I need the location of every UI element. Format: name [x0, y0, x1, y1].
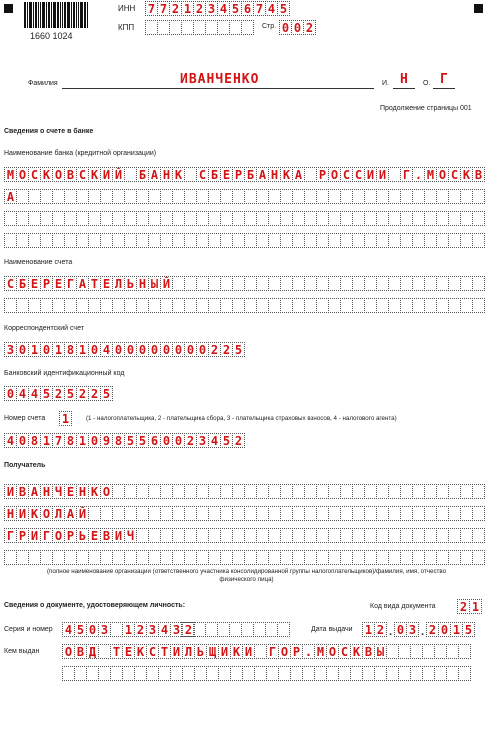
surname-label: Фамилия	[28, 80, 58, 87]
char-cell: Л	[52, 506, 65, 521]
char-cell: А	[256, 167, 269, 182]
char-cell: 5	[220, 433, 233, 448]
char-cell: И	[112, 528, 125, 543]
char-cell: 0	[172, 433, 185, 448]
issued-by-label: Кем выдан	[4, 648, 40, 655]
char-cell: Е	[100, 276, 113, 291]
char-cell: Ы	[374, 644, 387, 659]
bank-name-row-2[interactable]	[4, 189, 484, 204]
char-cell: И	[170, 644, 183, 659]
inn-label: ИНН	[118, 4, 136, 13]
char-cell: И	[364, 167, 377, 182]
char-cell	[458, 644, 471, 659]
bank-name-row-3[interactable]	[4, 211, 484, 226]
series-label: Серия и номер	[4, 626, 53, 633]
char-cell: 0	[196, 342, 209, 357]
char-cell: 1	[28, 342, 41, 357]
char-cell: 0	[86, 622, 99, 637]
char-cell: Н	[76, 484, 89, 499]
char-cell: 1	[59, 411, 72, 426]
char-cell: Т	[110, 644, 123, 659]
char-cell: 2	[374, 622, 387, 637]
initial-o-label: О.	[423, 80, 431, 87]
char-cell: Ь	[194, 644, 207, 659]
char-cell: Й	[160, 276, 173, 291]
char-cell: 6	[241, 1, 254, 16]
char-cell: .	[302, 644, 315, 659]
account-name-row-1[interactable]	[4, 276, 484, 291]
char-cell	[472, 276, 485, 291]
char-cell: И	[218, 644, 231, 659]
char-cell: Г	[400, 167, 413, 182]
char-cell: 2	[52, 386, 65, 401]
page-number-field[interactable]	[279, 20, 315, 35]
account-number-field[interactable]	[4, 433, 244, 448]
char-cell: 2	[88, 386, 101, 401]
char-cell: 0	[184, 342, 197, 357]
char-cell: В	[64, 167, 77, 182]
char-cell	[277, 622, 290, 637]
char-cell: С	[338, 644, 351, 659]
char-cell: Р	[64, 528, 77, 543]
char-cell: Н	[136, 276, 149, 291]
recipient-note-line-2: физического лица)	[219, 576, 274, 583]
char-cell: К	[134, 644, 147, 659]
char-cell: Р	[16, 528, 29, 543]
char-cell: В	[362, 644, 375, 659]
char-cell: О	[52, 167, 65, 182]
char-cell: О	[100, 484, 113, 499]
char-cell: 4	[28, 386, 41, 401]
series-field[interactable]	[62, 622, 194, 637]
char-cell: О	[278, 644, 291, 659]
char-cell: Н	[40, 484, 53, 499]
recipient-row-1[interactable]	[4, 484, 484, 499]
char-cell: А	[292, 167, 305, 182]
char-cell: О	[16, 167, 29, 182]
char-cell: 8	[112, 433, 125, 448]
char-cell: Ы	[148, 276, 161, 291]
char-cell: М	[424, 167, 437, 182]
char-cell: В	[74, 644, 87, 659]
initial-o-underline	[433, 88, 455, 89]
char-cell: Р	[232, 167, 245, 182]
char-cell: Б	[16, 276, 29, 291]
char-cell: 0	[279, 20, 292, 35]
corr-account-field[interactable]	[4, 342, 244, 357]
char-cell: В	[472, 167, 485, 182]
char-cell: Г	[40, 528, 53, 543]
char-cell: 0	[88, 342, 101, 357]
char-cell: 1	[450, 622, 463, 637]
char-cell	[241, 20, 254, 35]
char-cell: 7	[52, 433, 65, 448]
account-number-label: Номер счета	[4, 415, 46, 422]
char-cell: 1	[76, 342, 89, 357]
char-cell: Е	[28, 276, 41, 291]
char-cell: 7	[253, 1, 266, 16]
char-cell: 9	[100, 433, 113, 448]
char-cell: О	[326, 644, 339, 659]
char-cell: Т	[158, 644, 171, 659]
char-cell: К	[350, 644, 363, 659]
char-cell: Н	[4, 506, 17, 521]
char-cell: Р	[316, 167, 329, 182]
char-cell: 4	[62, 622, 75, 637]
char-cell: Н	[160, 167, 173, 182]
char-cell: 2	[303, 20, 316, 35]
char-cell: Л	[112, 276, 125, 291]
char-cell: 0	[394, 622, 407, 637]
char-cell: Т	[88, 276, 101, 291]
surname-underline	[62, 88, 374, 89]
char-cell: 1	[362, 622, 375, 637]
date-dot-2: .	[421, 626, 425, 638]
bank-name-row-4[interactable]	[4, 233, 484, 248]
char-cell: 8	[28, 433, 41, 448]
initial-i-underline	[393, 88, 415, 89]
char-cell: 5	[136, 433, 149, 448]
char-cell: 5	[64, 386, 77, 401]
char-cell: Б	[244, 167, 257, 182]
char-cell: 0	[291, 20, 304, 35]
char-cell: Щ	[206, 644, 219, 659]
account-name-row-2[interactable]	[4, 298, 484, 313]
char-cell: Л	[182, 644, 195, 659]
char-cell: 3	[406, 622, 419, 637]
inn-field[interactable]	[145, 1, 289, 16]
char-cell: К	[88, 484, 101, 499]
char-cell	[472, 298, 485, 313]
char-cell: Д	[86, 644, 99, 659]
char-cell: Е	[220, 167, 233, 182]
char-cell: 5	[74, 622, 87, 637]
char-cell: М	[314, 644, 327, 659]
kpp-label: КПП	[118, 23, 135, 32]
char-cell: С	[4, 276, 17, 291]
char-cell: 4	[4, 433, 17, 448]
char-cell: Н	[268, 167, 281, 182]
char-cell: М	[4, 167, 17, 182]
initial-i-label: И.	[382, 80, 389, 87]
char-cell: И	[376, 167, 389, 182]
char-cell: И	[28, 528, 41, 543]
issue-month-field[interactable]	[394, 622, 418, 637]
recipient-row-3[interactable]	[4, 528, 484, 543]
bank-section-title: Сведения о счете в банке	[4, 128, 94, 135]
char-cell: Ч	[52, 484, 65, 499]
char-cell: В	[16, 484, 29, 499]
char-cell: 0	[112, 342, 125, 357]
initial-i-value[interactable]: Н	[400, 72, 409, 87]
char-cell: 5	[232, 342, 245, 357]
char-cell: Ь	[124, 276, 137, 291]
char-cell: К	[460, 167, 473, 182]
char-cell: Е	[52, 276, 65, 291]
char-cell: 3	[205, 1, 218, 16]
char-cell: Й	[112, 167, 125, 182]
char-cell: 5	[100, 386, 113, 401]
char-cell: 5	[229, 1, 242, 16]
char-cell: О	[52, 528, 65, 543]
char-cell: 2	[208, 342, 221, 357]
char-cell: Е	[122, 644, 135, 659]
char-cell: Е	[64, 484, 77, 499]
char-cell: 1	[76, 433, 89, 448]
char-cell: 0	[124, 342, 137, 357]
continuation-note: Продолжение страницы 001	[380, 105, 472, 112]
char-cell: 4	[100, 342, 113, 357]
char-cell: С	[28, 167, 41, 182]
char-cell: 0	[88, 433, 101, 448]
char-cell: 7	[157, 1, 170, 16]
char-cell: 0	[16, 342, 29, 357]
char-cell	[472, 528, 485, 543]
char-cell: С	[76, 167, 89, 182]
char-cell	[472, 484, 485, 499]
char-cell: 4	[217, 1, 230, 16]
char-cell: 0	[148, 342, 161, 357]
doc-code-field[interactable]	[457, 599, 481, 614]
char-cell: А	[148, 167, 161, 182]
char-cell: А	[28, 484, 41, 499]
char-cell: 5	[40, 386, 53, 401]
char-cell: 2	[169, 1, 182, 16]
char-cell: 4	[16, 386, 29, 401]
char-cell: 4	[265, 1, 278, 16]
account-type-field[interactable]	[59, 411, 71, 426]
char-cell: Р	[40, 276, 53, 291]
char-cell: С	[146, 644, 159, 659]
recipient-row-4[interactable]	[4, 550, 484, 565]
char-cell	[472, 189, 485, 204]
char-cell: 1	[122, 622, 135, 637]
char-cell: 8	[64, 342, 77, 357]
account-type-hint: (1 - налогоплательщика, 2 - плательщика сбора, 3 - плательщика страховых взносов, 4 - налогового агента)	[86, 415, 397, 422]
char-cell: А	[76, 276, 89, 291]
char-cell: 3	[170, 622, 183, 637]
char-cell: 0	[4, 386, 17, 401]
char-cell: С	[340, 167, 353, 182]
char-cell: Г	[4, 528, 17, 543]
char-cell: 3	[196, 433, 209, 448]
char-cell: 4	[208, 433, 221, 448]
char-cell: 1	[181, 1, 194, 16]
char-cell: 2	[184, 433, 197, 448]
char-cell: 0	[136, 342, 149, 357]
doc-code-label: Код вида документа	[370, 603, 436, 610]
char-cell: 1	[52, 342, 65, 357]
char-cell: Г	[64, 276, 77, 291]
char-cell: И	[4, 484, 17, 499]
char-cell	[472, 550, 485, 565]
corr-account-label: Корреспондентский счет	[4, 325, 84, 332]
issue-year-field[interactable]	[426, 622, 474, 637]
char-cell: 2	[220, 342, 233, 357]
char-cell: 2	[457, 599, 470, 614]
char-cell: И	[242, 644, 255, 659]
barcode-number: 1660 1024	[30, 31, 73, 41]
char-cell: 0	[40, 342, 53, 357]
char-cell: 4	[158, 622, 171, 637]
char-cell: 3	[98, 622, 111, 637]
char-cell: К	[230, 644, 243, 659]
char-cell: 2	[426, 622, 439, 637]
bik-field[interactable]	[4, 386, 112, 401]
char-cell: 2	[76, 386, 89, 401]
char-cell: 8	[64, 433, 77, 448]
bik-label: Банковский идентификационный код	[4, 370, 125, 377]
document-section-title: Сведения о документе, удостоверяющем личность:	[4, 602, 186, 609]
char-cell: О	[62, 644, 75, 659]
char-cell: 1	[469, 599, 482, 614]
char-cell: 3	[4, 342, 17, 357]
series-extra-field[interactable]	[181, 622, 289, 637]
corner-marker-left	[4, 4, 13, 13]
char-cell: И	[100, 167, 113, 182]
char-cell: 3	[146, 622, 159, 637]
char-cell: С	[352, 167, 365, 182]
issued-by-row-2[interactable]	[62, 666, 470, 681]
char-cell: К	[88, 167, 101, 182]
char-cell	[472, 233, 485, 248]
recipient-row-2[interactable]	[4, 506, 484, 521]
date-dot-1: .	[389, 626, 393, 638]
char-cell: 1	[40, 433, 53, 448]
char-cell: Р	[290, 644, 303, 659]
char-cell: О	[328, 167, 341, 182]
issue-date-label: Дата выдачи	[311, 626, 353, 633]
char-cell: 2	[134, 622, 147, 637]
char-cell: Ч	[124, 528, 137, 543]
char-cell: .	[412, 167, 425, 182]
account-name-label: Наименование счета	[4, 259, 73, 266]
initial-o-value[interactable]: Г	[440, 72, 449, 87]
issued-by-row-1[interactable]	[62, 644, 470, 659]
char-cell	[472, 506, 485, 521]
barcode-image	[24, 2, 94, 28]
char-cell: 0	[160, 433, 173, 448]
char-cell	[458, 666, 471, 681]
recipient-note-line-1: (полное наименование организации (ответственного участника консолидированной группы налогоплательщиков)/фамилия, имя, отчество	[46, 568, 447, 575]
issue-day-field[interactable]	[362, 622, 386, 637]
char-cell: 0	[172, 342, 185, 357]
char-cell: 2	[182, 622, 195, 637]
recipient-section-title: Получатель	[4, 462, 46, 469]
char-cell: 6	[148, 433, 161, 448]
char-cell: К	[28, 506, 41, 521]
char-cell: Г	[266, 644, 279, 659]
char-cell: С	[196, 167, 209, 182]
char-cell: 2	[193, 1, 206, 16]
char-cell: Ь	[76, 528, 89, 543]
char-cell: 5	[277, 1, 290, 16]
page-label: Стр.	[262, 23, 277, 30]
char-cell: И	[16, 506, 29, 521]
char-cell: А	[64, 506, 77, 521]
char-cell: Б	[136, 167, 149, 182]
char-cell: 0	[16, 433, 29, 448]
surname-value[interactable]: ИВАНЧЕНКО	[180, 72, 260, 87]
char-cell: В	[100, 528, 113, 543]
kpp-field[interactable]	[145, 20, 253, 35]
bank-name-row-1[interactable]	[4, 167, 484, 182]
char-cell	[472, 211, 485, 226]
char-cell: К	[40, 167, 53, 182]
char-cell: К	[172, 167, 185, 182]
char-cell: Й	[76, 506, 89, 521]
char-cell: 0	[160, 342, 173, 357]
char-cell: К	[280, 167, 293, 182]
char-cell: 2	[232, 433, 245, 448]
char-cell: О	[40, 506, 53, 521]
corner-marker-right	[474, 4, 483, 13]
char-cell: 5	[462, 622, 475, 637]
char-cell: Е	[88, 528, 101, 543]
char-cell: 7	[145, 1, 158, 16]
char-cell: А	[4, 189, 17, 204]
char-cell: Б	[208, 167, 221, 182]
char-cell: 0	[438, 622, 451, 637]
char-cell: 5	[124, 433, 137, 448]
bank-name-label: Наименование банка (кредитной организации)	[4, 150, 157, 157]
char-cell: О	[436, 167, 449, 182]
char-cell: С	[448, 167, 461, 182]
